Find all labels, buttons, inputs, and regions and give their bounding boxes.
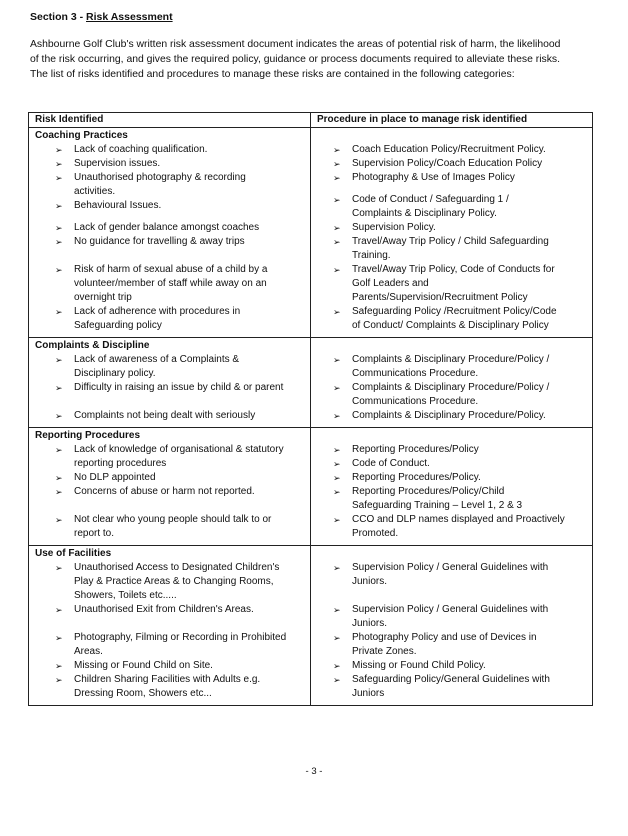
risk-item-line — [29, 277, 310, 291]
risk-item-text: No guidance for travelling & away trips — [74, 236, 245, 247]
procedure-item-text: Coach Education Policy/Recruitment Policy. — [352, 144, 546, 155]
risk-item-text: No DLP appointed — [74, 472, 156, 483]
risk-item-line — [29, 673, 310, 687]
risk-item-line — [29, 305, 310, 319]
risk-item-line — [29, 367, 310, 381]
procedure-item-text: Juniors. — [352, 576, 388, 587]
arrow-bullet-icon: ➢ — [55, 563, 63, 573]
category-name: Reporting Procedures — [35, 430, 141, 441]
risk-item-text: overnight trip — [74, 292, 132, 303]
risk-table — [28, 112, 593, 706]
risk-item-text: Difficulty in raising an issue by child & or parent — [74, 382, 284, 393]
procedure-item-text: Safeguarding Policy /Recruitment Policy/Code — [352, 306, 557, 317]
procedure-item-text: Promoted. — [352, 528, 399, 539]
category-row — [29, 428, 593, 546]
risk-item-line — [29, 631, 310, 645]
risk-item-text: Behavioural Issues. — [74, 200, 162, 211]
procedure-item-text: Supervision Policy. — [352, 222, 436, 233]
risk-item-line — [29, 291, 310, 305]
procedure-item-line — [311, 687, 592, 701]
procedure-item-line — [311, 527, 592, 541]
risk-item-text: Lack of coaching qualification. — [74, 144, 208, 155]
procedure-item-line — [311, 513, 592, 527]
procedure-item-line — [311, 443, 592, 457]
procedure-item-line — [311, 575, 592, 589]
risk-item-line — [29, 485, 310, 499]
risk-item-line — [29, 409, 310, 423]
arrow-bullet-icon: ➢ — [333, 459, 341, 469]
risk-item-line — [29, 171, 310, 185]
risk-item-line — [29, 471, 310, 485]
procedure-item-text: Complaints & Disciplinary Policy. — [352, 208, 497, 219]
procedure-item-text: Code of Conduct / Safeguarding 1 / — [352, 194, 509, 205]
arrow-bullet-icon: ➢ — [55, 515, 63, 525]
risk-item-text: reporting procedures — [74, 458, 167, 469]
procedure-item-line — [311, 561, 592, 575]
arrow-bullet-icon: ➢ — [55, 265, 63, 275]
procedure-item-text: Missing or Found Child Policy. — [352, 660, 486, 671]
arrow-bullet-icon: ➢ — [333, 633, 341, 643]
category-row — [29, 546, 593, 706]
risk-item-line — [29, 645, 310, 659]
procedure-cell — [311, 338, 593, 428]
risk-item-line — [29, 235, 310, 249]
arrow-bullet-icon: ➢ — [55, 223, 63, 233]
procedure-item-line — [311, 157, 592, 171]
arrow-bullet-icon: ➢ — [55, 633, 63, 643]
procedure-item-line — [311, 277, 592, 291]
procedure-item-line — [311, 319, 592, 333]
procedure-item-text: Juniors. — [352, 618, 388, 629]
intro-paragraph — [30, 37, 602, 82]
procedure-cell — [311, 128, 593, 338]
category-row — [29, 128, 593, 338]
arrow-bullet-icon: ➢ — [333, 563, 341, 573]
procedure-item-text: Juniors — [352, 688, 385, 699]
intro-line: of the risk occurring, and gives the required policy, guidance or process documents required to alleviate these risks. — [30, 54, 561, 65]
arrow-bullet-icon: ➢ — [55, 445, 63, 455]
arrow-bullet-icon: ➢ — [55, 145, 63, 155]
risk-item-text: report to. — [74, 528, 115, 539]
intro-line: Ashbourne Golf Club's written risk assessment document indicates the areas of potential risk of harm, the likelihood — [30, 39, 561, 50]
risk-item-text: Disciplinary policy. — [74, 368, 156, 379]
arrow-bullet-icon: ➢ — [333, 487, 341, 497]
procedure-item-line — [311, 645, 592, 659]
procedure-item-line — [311, 353, 592, 367]
arrow-bullet-icon: ➢ — [333, 515, 341, 525]
procedure-cell — [311, 428, 593, 546]
risk-item-line — [29, 381, 310, 395]
risk-item-line — [29, 143, 310, 157]
risk-item-line — [29, 575, 310, 589]
risk-item-text: Concerns of abuse or harm not reported. — [74, 486, 255, 497]
risk-item-text: Play & Practice Areas & to Changing Rooms, — [74, 576, 274, 587]
arrow-bullet-icon: ➢ — [55, 173, 63, 183]
procedure-item-line — [311, 673, 592, 687]
risk-item-line — [29, 157, 310, 171]
risk-item-line — [29, 221, 310, 235]
arrow-bullet-icon: ➢ — [55, 675, 63, 685]
procedure-item-line — [311, 221, 592, 235]
procedure-item-line — [311, 659, 592, 673]
arrow-bullet-icon: ➢ — [55, 411, 63, 421]
risk-item-line — [29, 457, 310, 471]
arrow-bullet-icon: ➢ — [55, 487, 63, 497]
section-title: Risk Assessment — [86, 11, 173, 23]
arrow-bullet-icon: ➢ — [333, 473, 341, 483]
risk-item-text: Risk of harm of sexual abuse of a child by a — [74, 264, 268, 275]
procedure-item-text: Supervision Policy/Coach Education Policy — [352, 158, 543, 169]
risk-item-line — [29, 687, 310, 701]
arrow-bullet-icon: ➢ — [55, 355, 63, 365]
header-risk-identified: Risk Identified — [29, 113, 311, 128]
risk-item-text: Lack of knowledge of organisational & statutory — [74, 444, 284, 455]
category-name: Complaints & Discipline — [35, 340, 150, 351]
risk-item-text: Lack of awareness of a Complaints & — [74, 354, 240, 365]
procedure-item-line — [311, 471, 592, 485]
risk-cell — [29, 338, 311, 428]
arrow-bullet-icon: ➢ — [55, 237, 63, 247]
page-number: - 3 - — [305, 766, 323, 777]
arrow-bullet-icon: ➢ — [333, 159, 341, 169]
procedure-item-line — [311, 249, 592, 263]
procedure-item-line — [311, 305, 592, 319]
risk-item-text: Complaints not being dealt with seriously — [74, 410, 256, 421]
section-prefix: Section 3 - — [30, 11, 87, 23]
procedure-item-text: Safeguarding Training – Level 1, 2 & 3 — [352, 500, 523, 511]
category-name: Use of Facilities — [35, 548, 112, 559]
procedure-item-line — [311, 235, 592, 249]
procedure-item-text: of Conduct/ Complaints & Disciplinary Policy — [352, 320, 549, 331]
arrow-bullet-icon: ➢ — [55, 383, 63, 393]
risk-item-text: Dressing Room, Showers etc... — [74, 688, 212, 699]
risk-cell — [29, 428, 311, 546]
procedure-item-line — [311, 381, 592, 395]
procedure-item-text: Complaints & Disciplinary Procedure/Policy / — [352, 382, 550, 393]
risk-item-text: Children Sharing Facilities with Adults e.g. — [74, 674, 261, 685]
risk-item-line — [29, 527, 310, 541]
risk-item-text: Photography, Filming or Recording in Prohibited — [74, 632, 287, 643]
risk-item-text: Unauthorised Access to Designated Children's — [74, 562, 280, 573]
arrow-bullet-icon: ➢ — [333, 223, 341, 233]
arrow-bullet-icon: ➢ — [55, 201, 63, 211]
risk-item-line — [29, 319, 310, 333]
category-row — [29, 338, 593, 428]
risk-item-line — [29, 589, 310, 603]
arrow-bullet-icon: ➢ — [333, 265, 341, 275]
arrow-bullet-icon: ➢ — [333, 383, 341, 393]
procedure-item-line — [311, 499, 592, 513]
risk-item-line — [29, 603, 310, 617]
procedure-item-text: Training. — [352, 250, 391, 261]
procedure-item-text: Communications Procedure. — [352, 396, 479, 407]
risk-item-text: Lack of adherence with procedures in — [74, 306, 241, 317]
risk-item-text: Unauthorised photography & recording — [74, 172, 246, 183]
procedure-item-line — [311, 207, 592, 221]
arrow-bullet-icon: ➢ — [333, 605, 341, 615]
arrow-bullet-icon: ➢ — [333, 173, 341, 183]
procedure-item-text: Golf Leaders and — [352, 278, 429, 289]
procedure-item-line — [311, 143, 592, 157]
risk-item-text: volunteer/member of staff while away on an — [74, 278, 267, 289]
table-header-row — [29, 113, 593, 128]
risk-item-text: Areas. — [74, 646, 103, 657]
risk-item-text: Showers, Toilets etc..... — [74, 590, 177, 601]
risk-item-line — [29, 263, 310, 277]
procedure-item-text: Reporting Procedures/Policy. — [352, 472, 481, 483]
arrow-bullet-icon: ➢ — [55, 605, 63, 615]
procedure-item-text: Complaints & Disciplinary Procedure/Policy / — [352, 354, 550, 365]
arrow-bullet-icon: ➢ — [55, 473, 63, 483]
procedure-cell — [311, 546, 593, 706]
arrow-bullet-icon: ➢ — [333, 307, 341, 317]
arrow-bullet-icon: ➢ — [333, 145, 341, 155]
risk-item-text: Not clear who young people should talk to or — [74, 514, 272, 525]
procedure-item-text: Photography & Use of Images Policy — [352, 172, 515, 183]
arrow-bullet-icon: ➢ — [55, 661, 63, 671]
risk-item-line — [29, 659, 310, 673]
procedure-item-line — [311, 291, 592, 305]
procedure-item-text: Photography Policy and use of Devices in — [352, 632, 537, 643]
procedure-item-text: Reporting Procedures/Policy/Child — [352, 486, 505, 497]
procedure-item-text: CCO and DLP names displayed and Proactively — [352, 514, 565, 525]
procedure-item-text: Parents/Supervision/Recruitment Policy — [352, 292, 528, 303]
procedure-item-text: Supervision Policy / General Guidelines with — [352, 562, 549, 573]
arrow-bullet-icon: ➢ — [333, 661, 341, 671]
procedure-item-text: Code of Conduct. — [352, 458, 430, 469]
arrow-bullet-icon: ➢ — [333, 195, 341, 205]
procedure-item-text: Travel/Away Trip Policy / Child Safeguarding — [352, 236, 549, 247]
procedure-item-line — [311, 457, 592, 471]
risk-item-line — [29, 185, 310, 199]
risk-table-body — [29, 128, 593, 706]
risk-item-line — [29, 353, 310, 367]
procedure-item-text: Complaints & Disciplinary Procedure/Policy. — [352, 410, 546, 421]
arrow-bullet-icon: ➢ — [333, 445, 341, 455]
arrow-bullet-icon: ➢ — [333, 237, 341, 247]
procedure-item-line — [311, 171, 592, 185]
procedure-item-text: Reporting Procedures/Policy — [352, 444, 479, 455]
risk-item-line — [29, 443, 310, 457]
risk-item-text: Safeguarding policy — [74, 320, 162, 331]
header-procedure: Procedure in place to manage risk identified — [311, 113, 593, 128]
risk-item-text: Lack of gender balance amongst coaches — [74, 222, 260, 233]
risk-item-line — [29, 513, 310, 527]
procedure-item-line — [311, 603, 592, 617]
arrow-bullet-icon: ➢ — [333, 355, 341, 365]
section-heading — [30, 10, 173, 24]
arrow-bullet-icon: ➢ — [55, 307, 63, 317]
procedure-item-text: Travel/Away Trip Policy, Code of Conducts for — [352, 264, 555, 275]
procedure-item-line — [311, 631, 592, 645]
risk-item-text: activities. — [74, 186, 116, 197]
procedure-item-line — [311, 485, 592, 499]
arrow-bullet-icon: ➢ — [55, 159, 63, 169]
risk-cell — [29, 546, 311, 706]
intro-line: The list of risks identified and procedures to manage these risks are contained in the following categories: — [30, 69, 515, 80]
risk-item-line — [29, 199, 310, 213]
procedure-item-line — [311, 395, 592, 409]
risk-item-text: Missing or Found Child on Site. — [74, 660, 213, 671]
procedure-item-text: Private Zones. — [352, 646, 417, 657]
procedure-item-text: Communications Procedure. — [352, 368, 479, 379]
arrow-bullet-icon: ➢ — [333, 411, 341, 421]
risk-cell — [29, 128, 311, 338]
procedure-item-line — [311, 617, 592, 631]
procedure-item-text: Supervision Policy / General Guidelines with — [352, 604, 549, 615]
risk-item-text: Unauthorised Exit from Children's Areas. — [74, 604, 254, 615]
procedure-item-line — [311, 263, 592, 277]
procedure-item-text: Safeguarding Policy/General Guidelines with — [352, 674, 550, 685]
procedure-item-line — [311, 409, 592, 423]
procedure-item-line — [311, 193, 592, 207]
risk-item-line — [29, 561, 310, 575]
arrow-bullet-icon: ➢ — [333, 675, 341, 685]
procedure-item-line — [311, 367, 592, 381]
category-name: Coaching Practices — [35, 130, 128, 141]
risk-item-text: Supervision issues. — [74, 158, 161, 169]
